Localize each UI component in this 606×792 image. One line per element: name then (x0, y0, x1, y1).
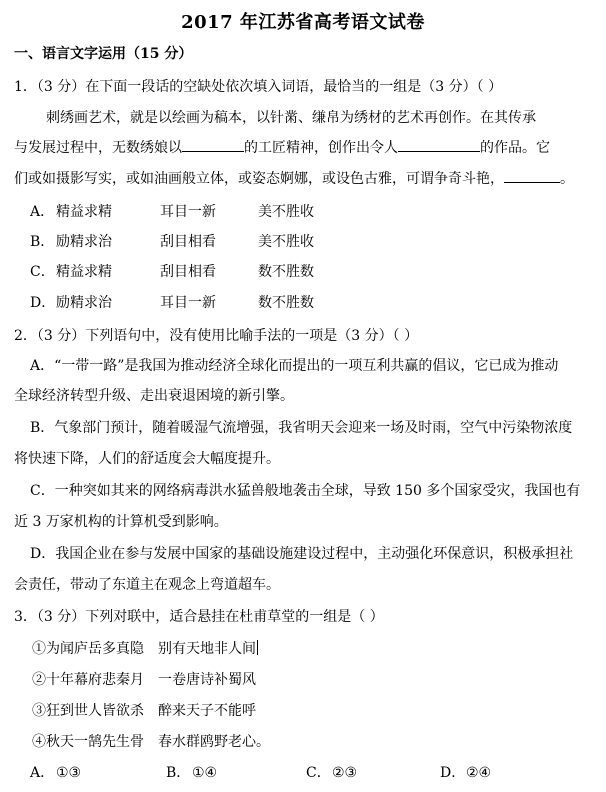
question-2-option-d-line-2: 会责任，带动了东道主在观念上弯道超车。 (14, 577, 280, 593)
blank-3 (504, 170, 560, 183)
option-value: ①③ (56, 765, 82, 781)
option-value: ②③ (332, 765, 358, 781)
option-letter: B． (30, 234, 55, 250)
question-2-option-c-line-2: 近 3 万家机构的计算机受到影响。 (14, 514, 228, 530)
option-letter: C． (306, 765, 331, 781)
couplet-2: ②十年幕府悲秦月 一卷唐诗补蜀风 (32, 672, 256, 688)
question-2-option-a-line-1: A．“一带一路”是我国为推动经济全球化而提出的一项互利共赢的倡议，它已成为推动 (30, 358, 559, 374)
question-2-stem: 2．（3 分）下列语句中，没有使用比喻手法的一项是（3 分）（ ） (14, 328, 419, 344)
text-cursor (257, 640, 258, 655)
option-letter: B． (166, 765, 191, 781)
page-title: 2017 年江苏省高考语文试卷 (181, 12, 425, 33)
passage-text: 的工匠精神，创作出令人 (244, 140, 398, 156)
passage-text: 。 (560, 171, 574, 187)
question-2-option-a-line-2: 全球经济转型升级、走出衰退困境的新引擎。 (14, 388, 294, 404)
option-word-3: 美不胜收 (258, 234, 314, 250)
option-word-1: 励精求治 (56, 295, 112, 311)
option-word-3: 美不胜收 (258, 204, 314, 220)
option-letter: A． (30, 765, 55, 781)
option-letter: A． (30, 204, 55, 220)
couplet-text: ①为闻庐岳多真隐 别有天地非人间 (32, 641, 256, 657)
option-word-2: 耳目一新 (160, 204, 216, 220)
option-word-2: 刮目相看 (160, 234, 216, 250)
blank-1 (182, 139, 244, 152)
question-1-passage-line-3 (14, 169, 574, 189)
option-word-1: 励精求治 (56, 234, 112, 250)
question-2-option-d-line-1: D．我国企业在参与发展中国家的基础设施建设过程中，主动强化环保意识，积极承担社 (30, 546, 574, 562)
option-word-2: 刮目相看 (160, 264, 216, 280)
option-letter: D． (440, 765, 466, 781)
option-letter: C． (30, 264, 55, 280)
passage-text: 的作品。它 (480, 140, 550, 156)
couplet-3: ③狂到世人皆欲杀 醉来天子不能呼 (32, 703, 256, 719)
option-word-3: 数不胜数 (258, 295, 314, 311)
question-3-stem: 3．（3 分）下列对联中，适合悬挂在杜甫草堂的一组是（ ） (14, 609, 384, 625)
couplet-4: ④秋天一鹄先生骨 春水群鸥野老心。 (32, 734, 270, 750)
option-word-2: 耳目一新 (160, 295, 216, 311)
question-2-option-b-line-1: B．气象部门预计，随着暖湿气流增强，我省明天会迎来一场及时雨，空气中污染物浓度 (30, 420, 573, 436)
question-2-option-c-line-1: C．一种突如其来的网络病毒洪水猛兽般地袭击全球，导致 150 多个国家受灾，我国也有 (30, 483, 581, 499)
option-word-1: 精益求精 (56, 204, 112, 220)
question-1-stem: 1．（3 分）在下面一段话的空缺处依次填入词语，最恰当的一组是（3 分）（ ） (14, 79, 503, 95)
question-1-passage-line-1: 刺绣画艺术，就是以绘画为稿本，以针黹、缣帛为绣材的艺术再创作。在其传承 (46, 110, 536, 126)
option-value: ①④ (192, 765, 218, 781)
question-2-option-b-line-2: 将快速下降，人们的舒适度会大幅度提升。 (14, 451, 280, 467)
passage-text: 们或如摄影写实，或如油画般立体，或姿态婀娜，或设色古雅，可谓争奇斗艳， (14, 171, 504, 187)
option-letter: D． (30, 295, 56, 311)
passage-text: 与发展过程中，无数绣娘以 (14, 140, 182, 156)
option-value: ②④ (466, 765, 492, 781)
blank-2 (398, 139, 480, 152)
option-word-1: 精益求精 (56, 264, 112, 280)
section-heading: 一、语言文字运用（15 分） (14, 46, 193, 62)
couplet-1 (32, 639, 258, 659)
option-word-3: 数不胜数 (258, 264, 314, 280)
question-1-passage-line-2 (14, 138, 550, 158)
